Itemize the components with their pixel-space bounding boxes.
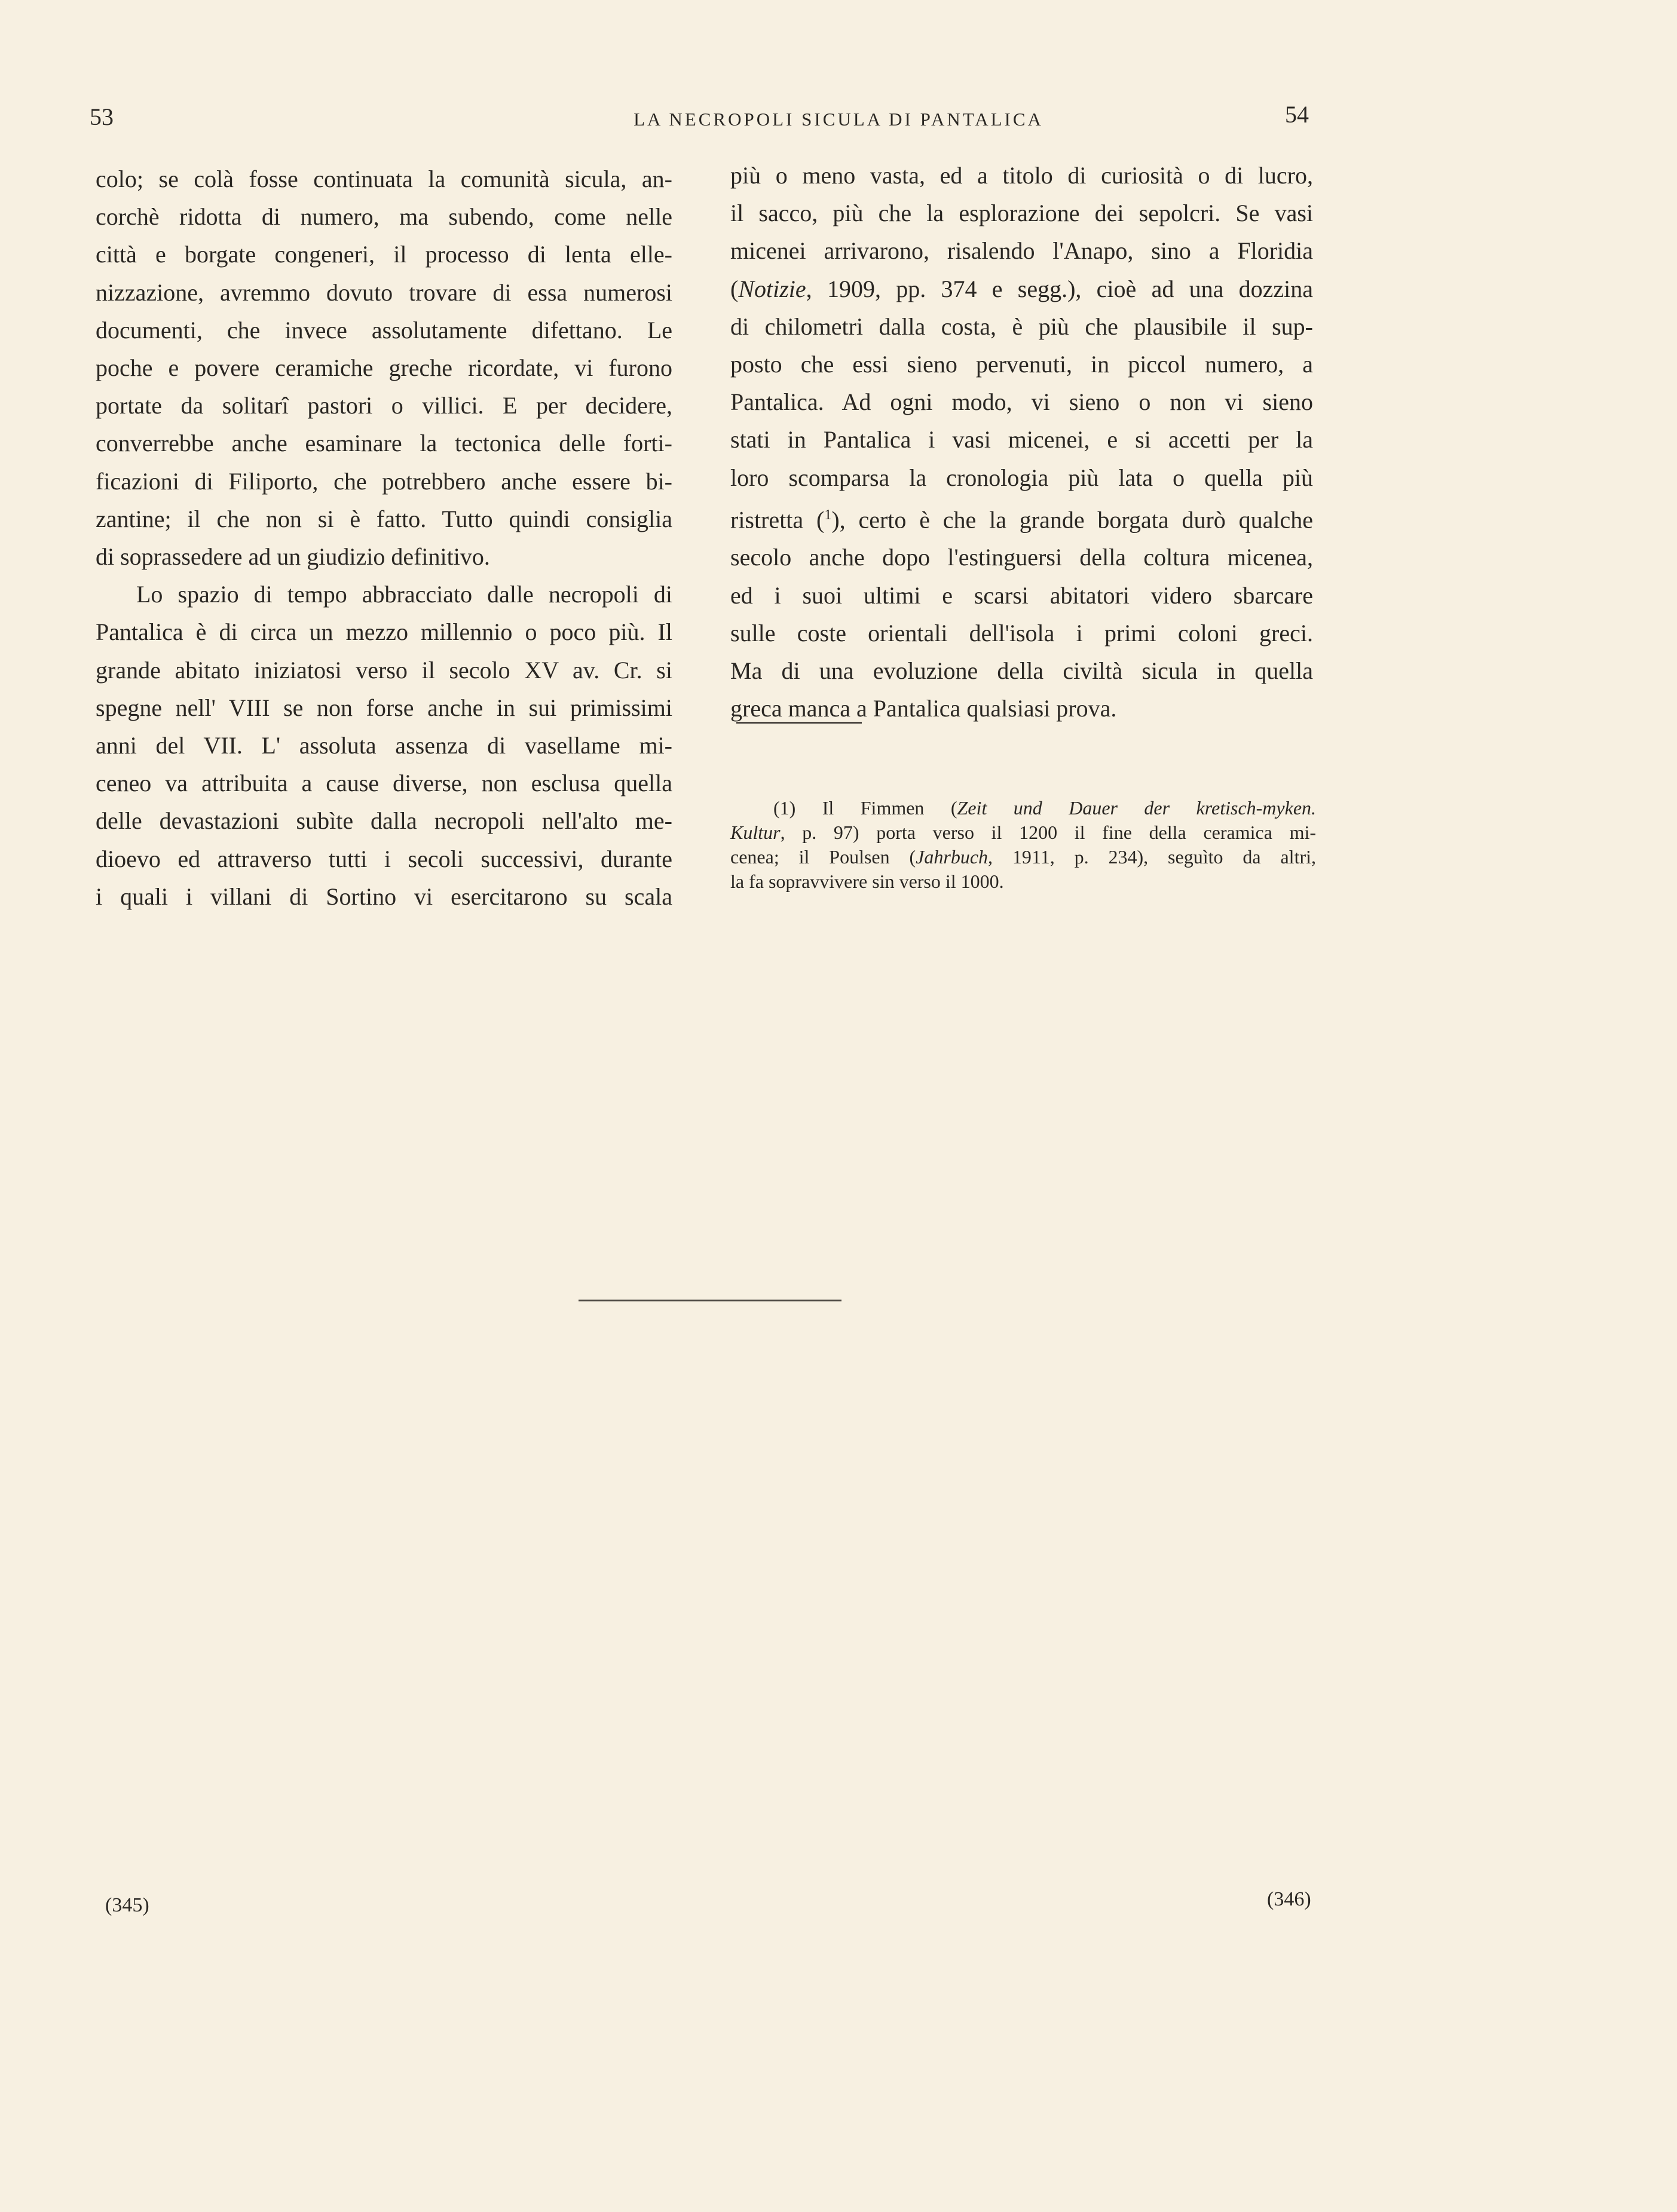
- text-line: converrebbe anche esaminare la tectonica delle forti-: [96, 430, 672, 457]
- text-line: delle devastazioni subìte dalla necropoli nell'alto me-: [96, 807, 672, 835]
- text-line: corchè ridotta di numero, ma subendo, come nelle: [96, 203, 672, 231]
- text-line: colo; se colà fosse continuata la comunità sicula, an-: [96, 166, 672, 192]
- text-line: città e borgate congeneri, il processo di lenta elle-: [96, 241, 672, 268]
- left-column-text: [96, 160, 672, 915]
- right-page-number: 54: [1285, 101, 1309, 128]
- text-line: di chilometri dalla costa, è più che plausibile il sup-: [730, 313, 1313, 340]
- text-line: Lo spazio di tempo abbracciato dalle necropoli di: [136, 581, 672, 608]
- text-line: nizzazione, avremmo dovuto trovare di essa numerosi: [96, 278, 672, 306]
- text-line: ficazioni di Filiporto, che potrebbero anche essere bi-: [96, 467, 672, 495]
- footnote-line: Kultur, p. 97) porta verso il 1200 il fine della ceramica mi-: [730, 822, 1316, 843]
- text-line: micenei arrivarono, risalendo l'Anapo, sino a Floridia: [730, 237, 1313, 265]
- text-line: ceneo va attribuita a cause diverse, non esclusa quella: [96, 770, 672, 797]
- footnote-separator: [736, 722, 862, 724]
- text-line: posto che essi sieno pervenuti, in piccol numero, a: [730, 351, 1313, 378]
- right-column-text: [730, 157, 1313, 727]
- text-line: poche e povere ceramiche greche ricordate, vi furono: [96, 354, 672, 382]
- footnote-marker: (1): [773, 797, 796, 819]
- left-bottom-number: (345): [105, 1894, 149, 1916]
- text-line: spegne nell' VIII se non forse anche in sui primissimi: [96, 694, 672, 721]
- end-rule: [579, 1300, 841, 1301]
- text-line: grande abitato iniziatosi verso il secolo XV av. Cr. si: [96, 656, 672, 684]
- text-line: greca manca a Pantalica qualsiasi prova.: [730, 695, 1117, 722]
- text-line: di soprassedere ad un giudizio definitivo.: [96, 543, 490, 571]
- text-line: anni del VII. L' assoluta assenza di vasellame mi-: [96, 732, 672, 759]
- footnote-line: (1) Il Fimmen (Zeit und Dauer der kretisch-myken.: [773, 797, 1317, 819]
- text-line: Pantalica è di circa un mezzo millennio o poco più. Il: [96, 618, 672, 646]
- text-line: stati in Pantalica i vasi micenei, e si accetti per la: [730, 426, 1313, 454]
- text-line: più o meno vasta, ed a titolo di curiosità o di lucro,: [730, 162, 1313, 189]
- italic-citation: Notizie: [738, 275, 806, 302]
- text-line: (Notizie, 1909, pp. 374 e segg.), cioè ad una dozzina: [730, 275, 1313, 302]
- text-line: sulle coste orientali dell'isola i primi coloni greci.: [730, 619, 1313, 647]
- right-bottom-number: (346): [1267, 1888, 1311, 1910]
- text-line: ed i suoi ultimi e scarsi abitatori videro sbarcare: [730, 581, 1313, 609]
- running-title: LA NECROPOLI SICULA DI PANTALICA: [634, 109, 1043, 130]
- footnote: [730, 796, 1316, 894]
- text-line: ristretta ($^1$), certo è che la grande borgata durò qualche: [730, 506, 1313, 534]
- text-line: zantine; il che non si è fatto. Tutto quindi consiglia: [96, 505, 672, 532]
- text-line: secolo anche dopo l'estinguersi della coltura micenea,: [730, 544, 1313, 571]
- text-line: Pantalica. Ad ogni modo, vi sieno o non vi sieno: [730, 388, 1313, 416]
- text-line: documenti, che invece assolutamente difettano. Le: [96, 316, 672, 344]
- footnote-line: la fa sopravvivere sin verso il 1000.: [730, 871, 1004, 892]
- text-line: portate da solitarî pastori o villici. E per decidere,: [96, 392, 672, 419]
- text-line: Ma di una evoluzione della civiltà sicula in quella: [730, 657, 1313, 684]
- footnote-reference: 1: [824, 507, 832, 523]
- left-page-number: 53: [90, 103, 114, 130]
- text-line: loro scomparsa la cronologia più lata o quella più: [730, 464, 1313, 491]
- text-line: dioevo ed attraverso tutti i secoli successivi, durante: [96, 845, 672, 872]
- text-line: il sacco, più che la esplorazione dei sepolcri. Se vasi: [730, 200, 1313, 227]
- text-line: i quali i villani di Sortino vi esercitarono su scala: [96, 883, 672, 910]
- footnote-line: cenea; il Poulsen (Jahrbuch, 1911, p. 234), seguìto da altri,: [730, 846, 1316, 868]
